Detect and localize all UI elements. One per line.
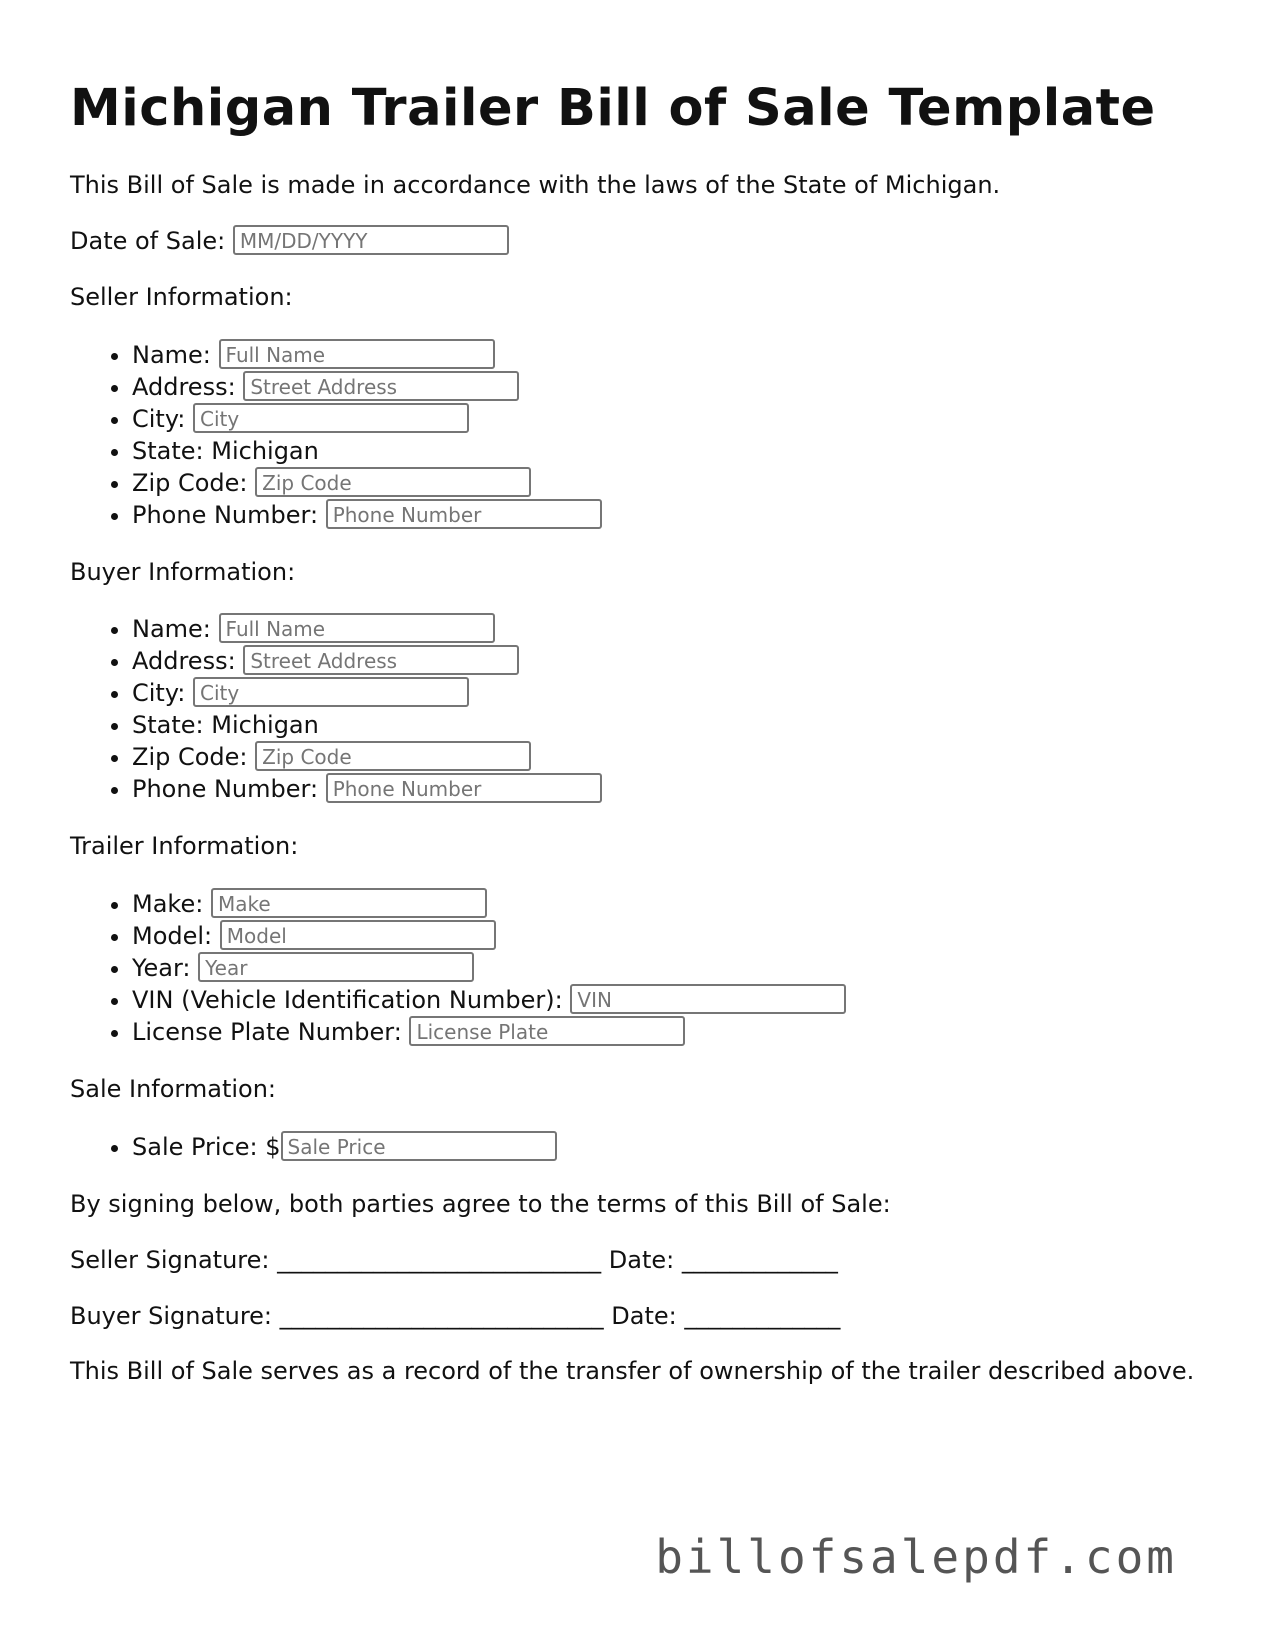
seller-zip-input[interactable]: Zip Code: [255, 467, 531, 497]
sale-heading: Sale Information:: [70, 1075, 277, 1104]
seller-date-line[interactable]: _____________: [681, 1245, 838, 1274]
seller-date-label: Date:: [608, 1245, 675, 1274]
trailer-make-label: Make:: [132, 890, 204, 919]
seller-city-item: [132, 403, 1220, 435]
seller-phone-item: [132, 499, 1220, 531]
trailer-plate-item: [132, 1016, 1220, 1048]
buyer-address-item: [132, 645, 1220, 677]
trailer-make-input[interactable]: Make: [211, 888, 487, 918]
buyer-heading: Buyer Information:: [70, 557, 296, 586]
watermark-text: billofsalepdf.com: [655, 1530, 1177, 1584]
seller-address-item: [132, 371, 1220, 403]
trailer-plate-label: License Plate Number:: [132, 1018, 402, 1047]
intro-text: This Bill of Sale is made in accordance with the laws of the State of Michigan.: [70, 171, 1001, 200]
trailer-vin-label: VIN (Vehicle Identification Number):: [132, 986, 563, 1015]
date-of-sale-row: [70, 227, 1220, 256]
seller-heading: Seller Information:: [70, 282, 293, 311]
document-page: [70, 78, 1220, 1413]
trailer-heading: Trailer Information:: [70, 832, 299, 861]
sale-price-label: Sale Price: $: [132, 1132, 281, 1161]
trailer-vin-item: [132, 984, 1220, 1016]
seller-address-label: Address:: [132, 372, 236, 401]
buyer-list: [70, 613, 1220, 805]
date-of-sale-input[interactable]: MM/DD/YYYY: [233, 225, 509, 255]
buyer-date-line[interactable]: _____________: [684, 1301, 841, 1330]
seller-city-input[interactable]: City: [193, 403, 469, 433]
seller-list: [70, 339, 1220, 531]
seller-signature-label: Seller Signature:: [70, 1245, 270, 1274]
seller-name-label: Name:: [132, 340, 211, 369]
buyer-city-item: [132, 677, 1220, 709]
closing-text: This Bill of Sale serves as a record of the transfer of ownership of the trailer described above.: [70, 1357, 1195, 1386]
buyer-phone-input[interactable]: Phone Number: [326, 773, 602, 803]
sale-list: [70, 1131, 1220, 1163]
seller-state-item: • State: Michigan: [132, 435, 1220, 467]
buyer-phone-item: [132, 773, 1220, 805]
buyer-address-label: Address:: [132, 647, 236, 676]
date-of-sale-label: Date of Sale:: [70, 226, 226, 255]
seller-zip-label: Zip Code:: [132, 468, 248, 497]
buyer-state-item: • State: Michigan: [132, 709, 1220, 741]
buyer-name-label: Name:: [132, 615, 211, 644]
buyer-signature-row: [70, 1302, 1220, 1331]
buyer-signature-label: Buyer Signature:: [70, 1301, 273, 1330]
buyer-zip-label: Zip Code:: [132, 743, 248, 772]
buyer-zip-input[interactable]: Zip Code: [255, 741, 531, 771]
buyer-city-label: City:: [132, 679, 186, 708]
agreement-text: By signing below, both parties agree to the terms of this Bill of Sale:: [70, 1189, 891, 1218]
buyer-zip-item: [132, 741, 1220, 773]
sale-price-input[interactable]: Sale Price: [281, 1131, 557, 1161]
seller-zip-item: [132, 467, 1220, 499]
buyer-address-input[interactable]: Street Address: [243, 645, 519, 675]
trailer-year-item: [132, 952, 1220, 984]
buyer-city-input[interactable]: City: [193, 677, 469, 707]
seller-name-item: [132, 339, 1220, 371]
trailer-list: [70, 888, 1220, 1048]
seller-city-label: City:: [132, 404, 186, 433]
buyer-phone-label: Phone Number:: [132, 775, 319, 804]
trailer-year-input[interactable]: Year: [198, 952, 474, 982]
trailer-model-input[interactable]: Model: [220, 920, 496, 950]
trailer-plate-input[interactable]: License Plate: [409, 1016, 685, 1046]
buyer-date-label: Date:: [611, 1301, 677, 1330]
buyer-signature-line[interactable]: ___________________________: [279, 1301, 604, 1330]
trailer-make-item: [132, 888, 1220, 920]
page-title: Michigan Trailer Bill of Sale Template: [70, 79, 1156, 138]
trailer-vin-input[interactable]: VIN: [570, 984, 846, 1014]
seller-phone-label: Phone Number:: [132, 500, 319, 529]
seller-name-input[interactable]: Full Name: [219, 339, 495, 369]
buyer-name-item: [132, 613, 1220, 645]
trailer-year-label: Year:: [132, 954, 191, 983]
seller-phone-input[interactable]: Phone Number: [326, 499, 602, 529]
seller-signature-row: [70, 1246, 1220, 1275]
seller-signature-line[interactable]: ___________________________: [277, 1245, 602, 1274]
seller-address-input[interactable]: Street Address: [243, 371, 519, 401]
sale-price-item: [132, 1131, 1220, 1163]
buyer-name-input[interactable]: Full Name: [219, 613, 495, 643]
trailer-model-item: [132, 920, 1220, 952]
trailer-model-label: Model:: [132, 922, 213, 951]
